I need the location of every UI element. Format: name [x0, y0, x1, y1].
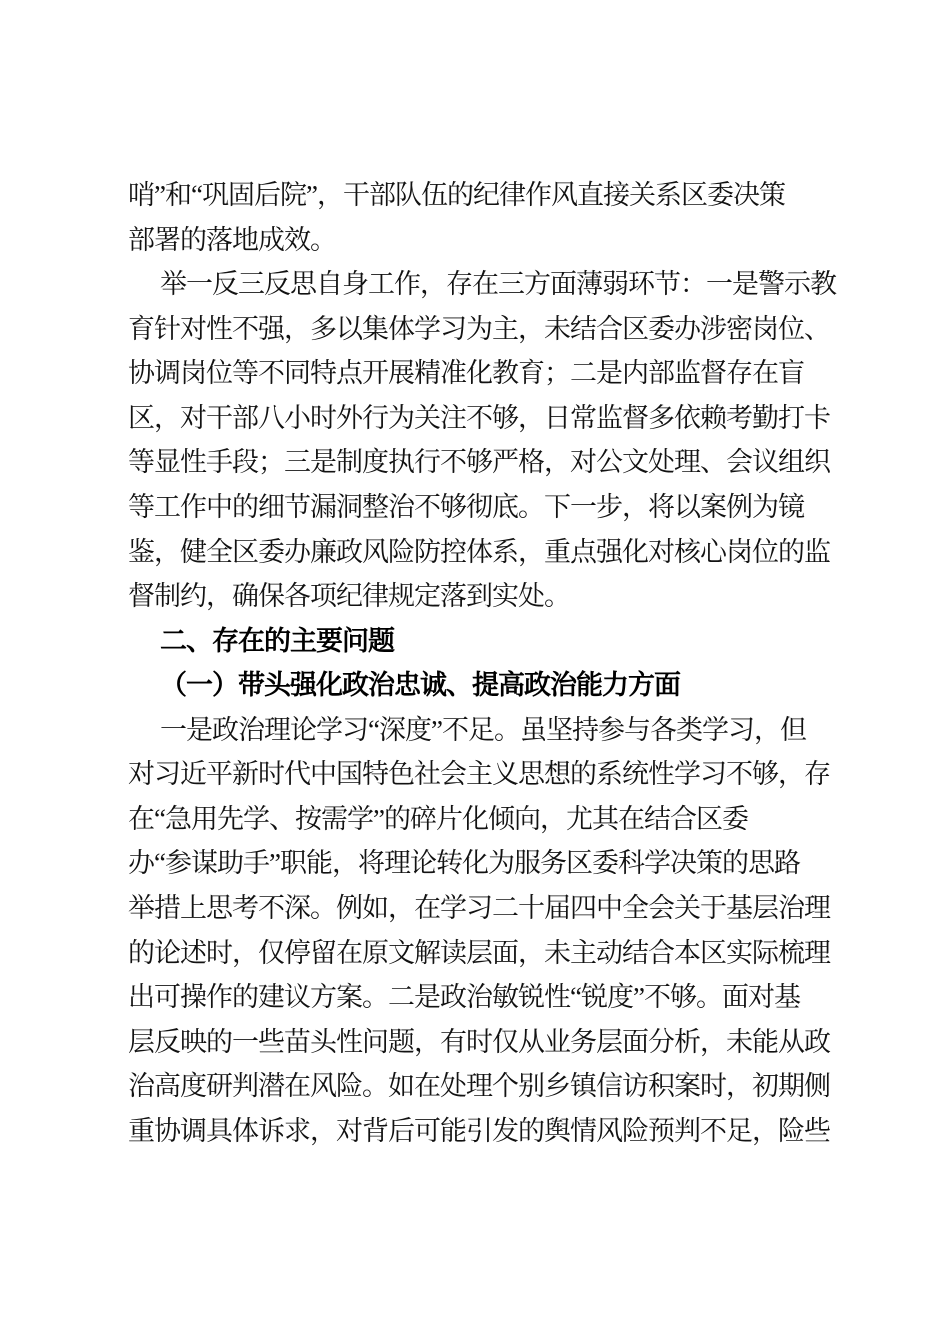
body-text-line: 重协调具体诉求，对背后可能引发的舆情风险预判不足，险些 [128, 1115, 830, 1146]
document-text-block [128, 173, 843, 1153]
body-text-line: 办“参谋助手”职能，将理论转化为服务区委科学决策的思路 [128, 848, 800, 879]
body-text-line: 鉴，健全区委办廉政风险防控体系，重点强化对核心岗位的监 [128, 536, 830, 567]
body-text-line: 等显性手段；三是制度执行不够严格，对公文处理、会议组织 [128, 447, 830, 478]
body-text-line: 出可操作的建议方案。二是政治敏锐性“锐度”不够。面对基 [128, 982, 800, 1013]
body-text-line: 哨”和“巩固后院”，干部队伍的纪律作风直接关系区委决策 [128, 180, 785, 210]
body-text-line: 举措上思考不深。例如，在学习二十届四中全会关于基层治理 [128, 893, 830, 923]
body-text-line: 督制约，确保各项纪律规定落到实处。 [128, 581, 570, 612]
body-text-line: 的论述时，仅停留在原文解读层面，未主动结合本区实际梳理 [128, 937, 830, 968]
body-text-line: 在“急用先学、按需学”的碎片化倾向，尤其在结合区委 [128, 803, 748, 834]
body-text-line: 对习近平新时代中国特色社会主义思想的系统性学习不够，存 [128, 759, 830, 790]
body-text-line: 部署的落地成效。 [128, 224, 336, 255]
body-text-line: 育针对性不强，多以集体学习为主，未结合区委办涉密岗位、 [128, 313, 830, 344]
body-text-line: 治高度研判潜在风险。如在处理个别乡镇信访积案时，初期侧 [128, 1071, 830, 1102]
body-text-line: 一是政治理论学习“深度”不足。虽坚持参与各类学习，但 [160, 714, 806, 745]
body-text-line: 举一反三反思自身工作，存在三方面薄弱环节：一是警示教 [160, 269, 836, 300]
subsection-heading: （一）带头强化政治忠诚、提高政治能力方面 [160, 670, 680, 701]
body-text-line: 等工作中的细节漏洞整治不够彻底。下一步，将以案例为镜 [128, 491, 804, 522]
body-text-line: 协调岗位等不同特点开展精准化教育；二是内部监督存在盲 [128, 358, 804, 389]
body-text-line: 区，对干部八小时外行为关注不够，日常监督多依赖考勤打卡 [128, 402, 830, 433]
body-text-line: 层反映的一些苗头性问题，有时仅从业务层面分析，未能从政 [128, 1026, 830, 1057]
section-heading: 二、存在的主要问题 [160, 625, 394, 656]
